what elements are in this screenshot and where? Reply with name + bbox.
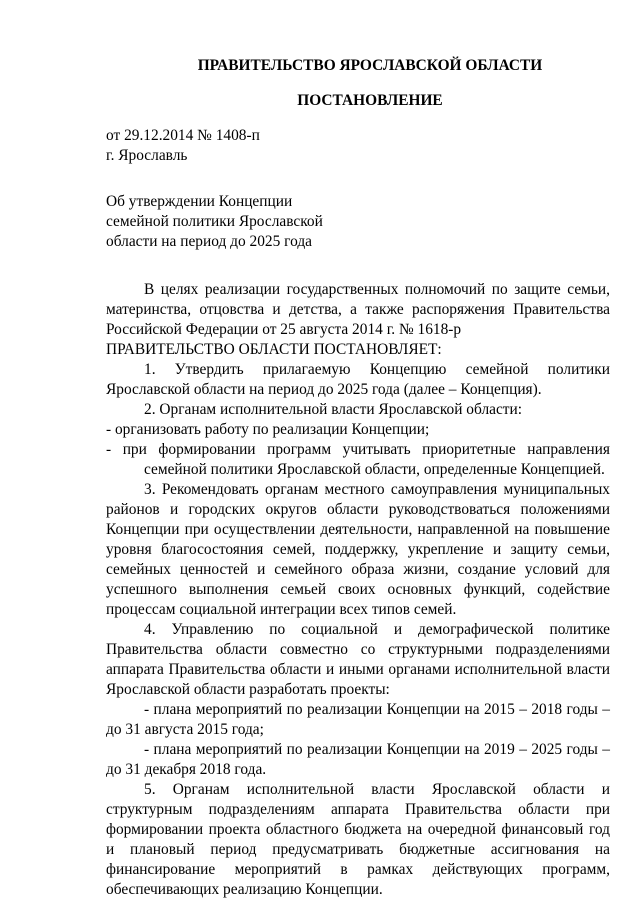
resolves-line: ПРАВИТЕЛЬСТВО ОБЛАСТИ ПОСТАНОВЛЯЕТ:: [106, 341, 442, 358]
item-3-paragraph: 3. Рекомендовать органам местного самоуправления муниципальных районов и городских округов области руководствоваться положениями Концепции при осуществлении деятельности, направленной на повышение уровня благосостояния семей, поддержку, укрепление и защиту семьи, семейных ценностей и семейного образа жизни, создание условий для успешного выполнения семьей своих основных функций, содействие процессам социальной интеграции всех типов семей.: [106, 481, 610, 618]
document-meta: [106, 126, 610, 166]
item-4-paragraph: 4. Управлению по социальной и демографической политике Правительства области совместно со структурными подразделениями аппарата Правительства области и иными органами исполнительной власти Ярославской области разработать проекты:: [106, 621, 610, 698]
title-line: семейной политики Ярославской: [106, 213, 323, 230]
document-title: [106, 192, 610, 252]
city-line: г. Ярославль: [106, 147, 188, 164]
title-line: Об утверждении Концепции: [106, 193, 293, 210]
item-1-paragraph: 1. Утвердить прилагаемую Концепцию семейной политики Ярославской области на период до 2025 года (далее – Концепция).: [106, 361, 610, 398]
item-4-subitem: - плана мероприятий по реализации Концепции на 2019 – 2025 годы – до 31 декабря 2018 года.: [106, 741, 610, 778]
item-4-subitem: - плана мероприятий по реализации Концепции на 2015 – 2018 годы – до 31 августа 2015 года;: [106, 701, 610, 738]
title-line: области на период до 2025 года: [106, 233, 312, 250]
organization-heading: ПРАВИТЕЛЬСТВО ЯРОСЛАВСКОЙ ОБЛАСТИ: [197, 57, 543, 74]
item-5-paragraph: 5. Органам исполнительной власти Ярославской области и структурным подразделениям аппарата Правительства области при формировании проекта областного бюджета на очередной финансовый год и плановый период предусматривать бюджетные ассигнования на финансирование мероприятий в рамках действующих программ, обеспечивающих реализацию Концепции.: [106, 781, 610, 898]
item-2-paragraph: 2. Органам исполнительной власти Ярославской области:: [144, 401, 523, 418]
item-2-subitem: - при формировании программ учитывать приоритетные направления семейной политики Ярославской области, определенные Концепцией.: [106, 441, 610, 478]
item-2-subitem: - организовать работу по реализации Концепции;: [106, 421, 430, 438]
document-body: [106, 280, 610, 900]
date-number-line: от 29.12.2014 № 1408-п: [106, 127, 260, 144]
preamble-paragraph: В целях реализации государственных полномочий по защите семьи, материнства, отцовства и детства, а также распоряжения Правительства Российской Федерации от 25 августа 2014 г. № 1618-р: [106, 281, 610, 338]
document-kind-heading: ПОСТАНОВЛЕНИЕ: [297, 92, 443, 109]
